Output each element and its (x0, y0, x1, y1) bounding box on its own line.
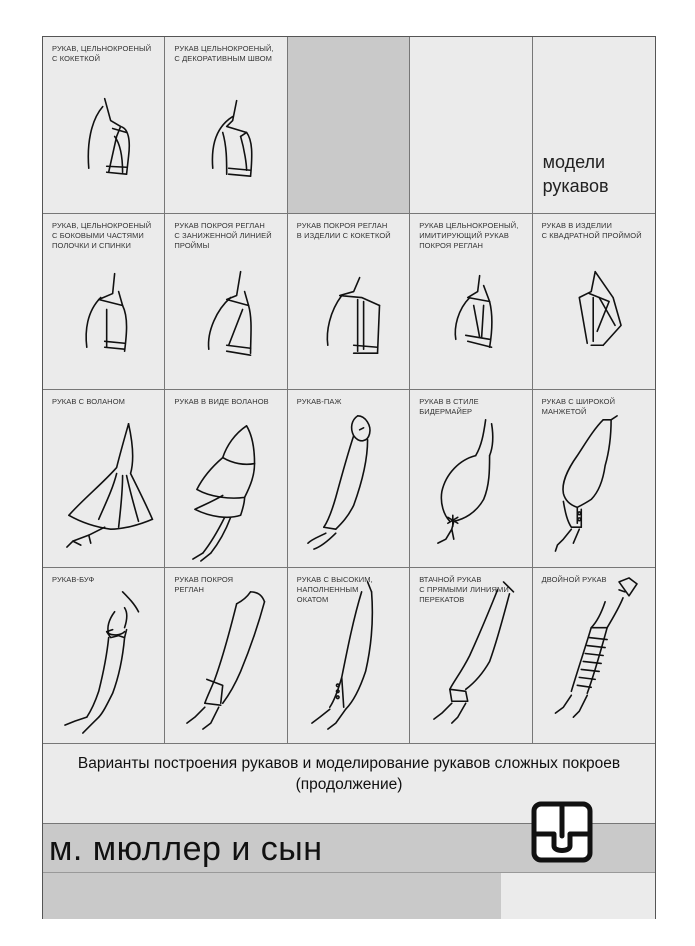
grid-title-cell (533, 37, 655, 214)
sleeve-page-icon (288, 390, 409, 567)
muller-logo-icon (530, 800, 594, 864)
bodice-seam-icon (165, 37, 286, 213)
bodice-raglan-yoke-icon (288, 214, 409, 389)
grid-cell (165, 214, 287, 390)
footer-right (501, 872, 655, 919)
sleeve-tiered-flounces-icon (165, 390, 286, 567)
sleeve-high-cap-icon (288, 568, 409, 743)
page-title: модели рукавов (542, 152, 609, 196)
grid-cell (43, 37, 165, 214)
grid-cell (410, 214, 532, 390)
footer-bar (43, 872, 501, 919)
cell-label: РУКАВ В ВИДЕ ВОЛАНОВ (174, 397, 269, 406)
grid-cell (165, 390, 287, 568)
grid-cell (533, 568, 655, 744)
sleeve-puff-icon (43, 568, 164, 743)
cell-label: РУКАВ ЦЕЛЬНОКРОЕНЫЙ, С ДЕКОРАТИВНЫМ ШВОМ (174, 44, 274, 63)
grid-cell (165, 37, 287, 214)
cell-label: РУКАВ ПОКРОЯ РЕГЛАН (174, 575, 234, 594)
grid-cell (43, 568, 165, 744)
cell-label: РУКАВ С ШИРОКОЙ МАНЖЕТОЙ (541, 397, 616, 416)
cell-label: РУКАВ ПОКРОЯ РЕГЛАН С ЗАНИЖЕННОЙ ЛИНИЕЙ ПРОЙМЫ (174, 221, 272, 250)
cell-label: ВТАЧНОЙ РУКАВ С ПРЯМЫМИ ЛИНИЯМИ ПЕРЕКАТОВ (419, 575, 509, 604)
sleeve-wide-cuff-icon (533, 390, 655, 567)
sleeve-flounce-icon (43, 390, 164, 567)
bodice-side-panels-icon (43, 214, 164, 389)
sleeve-raglan-icon (165, 568, 286, 743)
pattern-sheet (42, 36, 656, 919)
cell-label: РУКАВ-БУФ (52, 575, 95, 584)
bodice-square-armhole-icon (533, 214, 655, 389)
grid-cell (410, 568, 532, 744)
bodice-mock-raglan-icon (410, 214, 531, 389)
grid-cell (533, 214, 655, 390)
sleeve-biedermeier-icon (410, 390, 531, 567)
grid-cell (43, 214, 165, 390)
caption: Варианты построения рукавов и моделирование рукавов сложных покроев (продолжение) (43, 744, 655, 824)
grid-cell-empty (288, 37, 410, 214)
grid-cell (288, 214, 410, 390)
bodice-dropped-raglan-icon (165, 214, 286, 389)
grid-cell (533, 390, 655, 568)
sleeve-straight-roll-icon (410, 568, 531, 743)
sleeve-double-icon (533, 568, 655, 743)
cell-label: ДВОЙНОЙ РУКАВ (541, 575, 607, 584)
cell-label: РУКАВ-ПАЖ (296, 397, 342, 406)
grid-cell (288, 390, 410, 568)
sleeve-models-grid (43, 37, 655, 744)
grid-cell (288, 568, 410, 744)
cell-label: РУКАВ ЦЕЛЬНОКРОЕНЫЙ, ИМИТИРУЮЩИЙ РУКАВ ПОКРОЯ РЕГЛАН (419, 221, 519, 250)
cell-label: РУКАВ ПОКРОЯ РЕГЛАН В ИЗДЕЛИИ С КОКЕТКОЙ (296, 221, 391, 240)
cell-label: РУКАВ, ЦЕЛЬНОКРОЕНЫЙ С КОКЕТКОЙ (52, 44, 152, 63)
bodice-yoke-icon (43, 37, 164, 213)
cell-label: РУКАВ В ИЗДЕЛИИ С КВАДРАТНОЙ ПРОЙМОЙ (541, 221, 642, 240)
brand-name: м. мюллер и сын (49, 830, 323, 868)
cell-label: РУКАВ С ВОЛАНОМ (52, 397, 125, 406)
grid-cell (410, 390, 532, 568)
cell-label: РУКАВ, ЦЕЛЬНОКРОЕНЫЙ С БОКОВЫМИ ЧАСТЯМИ ПОЛОЧКИ И СПИНКИ (52, 221, 152, 250)
grid-cell (43, 390, 165, 568)
cell-label: РУКАВ С ВЫСОКИМ, НАПОЛНЕННЫМ ОКАТОМ (296, 575, 373, 604)
grid-cell-empty (410, 37, 532, 214)
cell-label: РУКАВ В СТИЛЕ БИДЕРМАЙЕР (419, 397, 479, 416)
grid-cell (165, 568, 287, 744)
